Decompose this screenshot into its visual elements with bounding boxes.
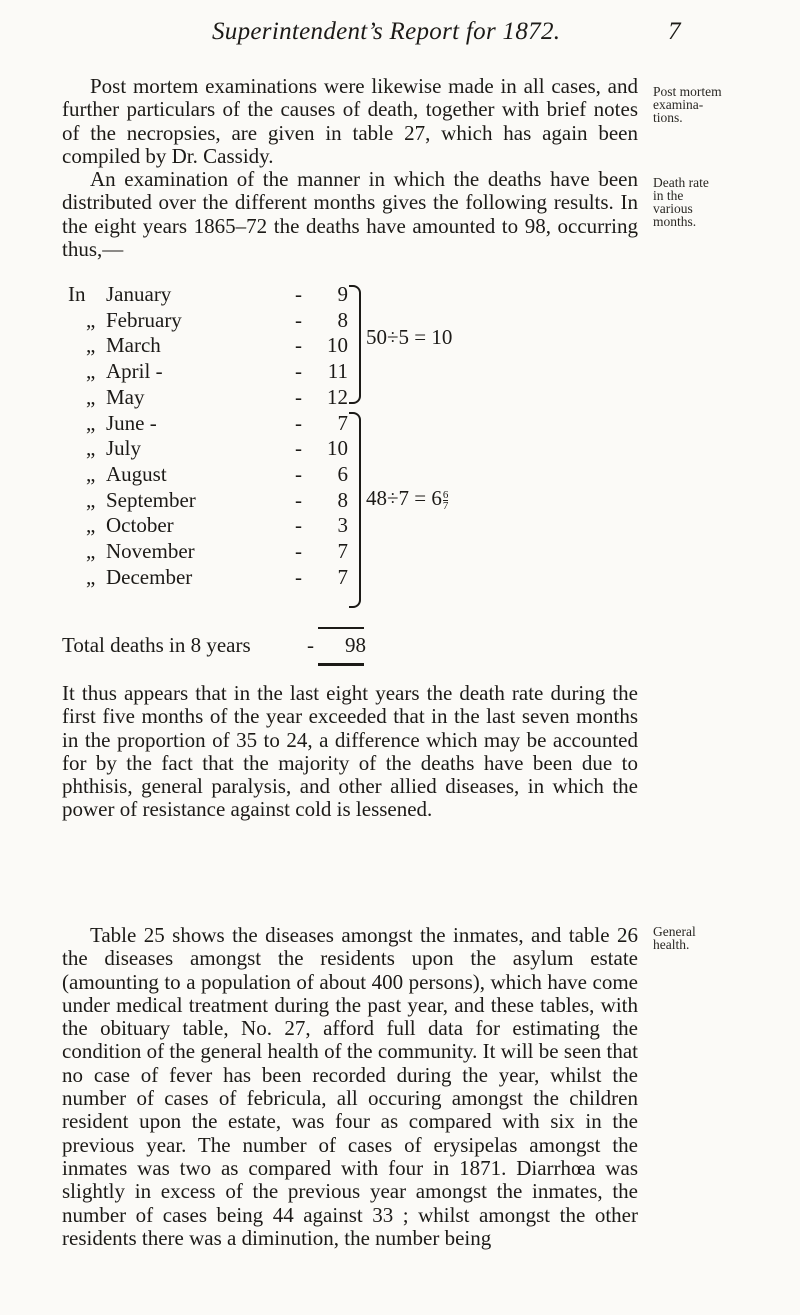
table-row (68, 358, 368, 384)
leader-dash: - (295, 487, 302, 512)
ditto-mark: „ (86, 359, 96, 384)
paragraph-text: An examination of the manner in which the deaths have been distributed over the different months gives the following results. In the eight years 1865–72 the deaths have amounted to 98, occurring thus,— (62, 167, 638, 262)
total-label: Total deaths in 8 years (62, 633, 251, 657)
leader-dash: - (295, 436, 302, 461)
month-name: October (106, 513, 174, 538)
sidenote-line: General (653, 924, 696, 939)
second-group-average (366, 485, 448, 511)
leader-dash: - (295, 359, 302, 384)
sidenote-death-rate (653, 176, 798, 228)
leader-dash: - (295, 539, 302, 563)
total-row (62, 630, 462, 660)
sidenote-line: tions. (653, 110, 683, 125)
table-row (68, 384, 368, 410)
month-name: February (106, 307, 182, 332)
leader-dash: - (295, 282, 302, 306)
sidenote-general-health (653, 925, 798, 951)
leader-dash: - (295, 564, 302, 589)
brace-first-five-months (349, 285, 361, 404)
deaths-value: 10 (327, 333, 348, 358)
fraction-numerator: 6 (442, 488, 449, 501)
table-row (68, 307, 368, 333)
ditto-mark: „ (86, 539, 96, 563)
table-row (68, 487, 368, 513)
month-name: June - (106, 410, 157, 435)
deaths-value: 6 (337, 461, 348, 486)
page-number: 7 (668, 18, 681, 45)
deaths-value: 8 (337, 307, 348, 332)
deaths-value: 8 (337, 487, 348, 512)
table-row (68, 538, 368, 564)
leader-dash: - (295, 384, 302, 409)
calc-text: 48÷7 = 6 (366, 486, 442, 510)
deaths-value: 9 (337, 282, 348, 306)
ditto-mark: „ (86, 436, 96, 461)
leader-dash: - (295, 307, 302, 332)
ditto-mark: „ (86, 307, 96, 332)
first-group-average: 50÷5 = 10 (366, 325, 453, 349)
month-name: January (106, 282, 172, 306)
month-name: August (106, 461, 167, 486)
table-row (68, 332, 368, 358)
paragraph-text: Post mortem examinations were likewise made in all cases, and further particulars of the causes of death, together with brief notes of the necropsies, are given in table 27, which has again been compiled by Dr. Cassidy. (62, 74, 638, 168)
leader-dash: - (295, 461, 302, 486)
table-row (68, 461, 368, 487)
ditto-mark: „ (86, 487, 96, 512)
sidenote-line: Post mortem (653, 84, 722, 99)
deaths-value: 12 (327, 384, 348, 409)
running-header (0, 16, 800, 52)
table-row (68, 435, 368, 461)
leader-dash: - (295, 513, 302, 538)
paragraph-post-mortem (62, 75, 638, 261)
month-name: March (106, 333, 161, 358)
sidenote-line: various (653, 201, 693, 216)
fraction (443, 490, 449, 511)
month-name: September (106, 487, 196, 512)
ditto-mark: „ (86, 410, 96, 435)
paragraph-general-health (62, 924, 638, 1250)
month-name: December (106, 564, 193, 589)
sidenote-line: health. (653, 937, 690, 952)
leader-dash: - (295, 333, 302, 358)
table-row (68, 410, 368, 436)
month-name: July (106, 436, 142, 461)
deaths-value: 7 (337, 564, 348, 589)
month-name: April - (106, 359, 163, 384)
sidenote-line: Death rate (653, 175, 709, 190)
total-dash: - (307, 633, 314, 657)
brace-last-seven-months (349, 412, 361, 608)
table-row (68, 564, 368, 590)
sidenote-line: examina- (653, 97, 704, 112)
ditto-mark: „ (86, 513, 96, 538)
ditto-mark: „ (86, 384, 96, 409)
sidenote-line: in the (653, 188, 684, 203)
row-prefix: In (68, 282, 86, 306)
total-rule-top (318, 627, 364, 629)
deaths-value: 3 (337, 513, 348, 538)
deaths-value: 10 (327, 436, 348, 461)
table-row (68, 281, 368, 307)
deaths-value: 7 (337, 410, 348, 435)
sidenote-line: months. (653, 214, 697, 229)
paragraph-text: Table 25 shows the diseases amongst the inmates, and table 26 the diseases amongst the residents upon the asylum estate (amounting to a population of about 400 persons), which have come under medical treatment during the past year, and these tables, with the obituary table, No. 27, afford full data for estimating the condition of the general health of the community. It will be seen that no case of fever has been recorded during the year, whilst the number of cases of febricula, all occuring amongst the children resident upon the estate, was four as compared with six in the previous year. The number of cases of erysipelas amongst the inmates was two as compared with four in 1871. Diarrhœa was slightly in excess of the previous year amongst the inmates, the number of cases being 44 against 33 ; whilst amongst the other residents there was a diminution, the number being (62, 923, 638, 1250)
month-name: November (106, 539, 195, 563)
leader-dash: - (295, 410, 302, 435)
table-row (68, 512, 368, 538)
total-rule-bottom (318, 663, 364, 666)
ditto-mark: „ (86, 333, 96, 358)
deaths-value: 11 (327, 359, 348, 384)
total-value: 98 (345, 633, 366, 657)
ditto-mark: „ (86, 461, 96, 486)
deaths-value: 7 (337, 539, 348, 563)
paragraph-death-rate-analysis (62, 682, 638, 822)
fraction-denominator: 7 (442, 499, 449, 512)
paragraph-text: It thus appears that in the last eight years the death rate during the first five months of the year exceeded that in the last seven months in the proportion of 35 to 24, a difference which may be accounted for by the fact that the majority of the deaths have been due to phthisis, general paralysis, and other allied diseases, in which the power of resistance against cold is lessened. (62, 681, 638, 822)
month-name: May (106, 384, 145, 409)
sidenote-post-mortem (653, 85, 798, 124)
ditto-mark: „ (86, 564, 96, 589)
running-title: Superintendent’s Report for 1872. (212, 18, 561, 45)
